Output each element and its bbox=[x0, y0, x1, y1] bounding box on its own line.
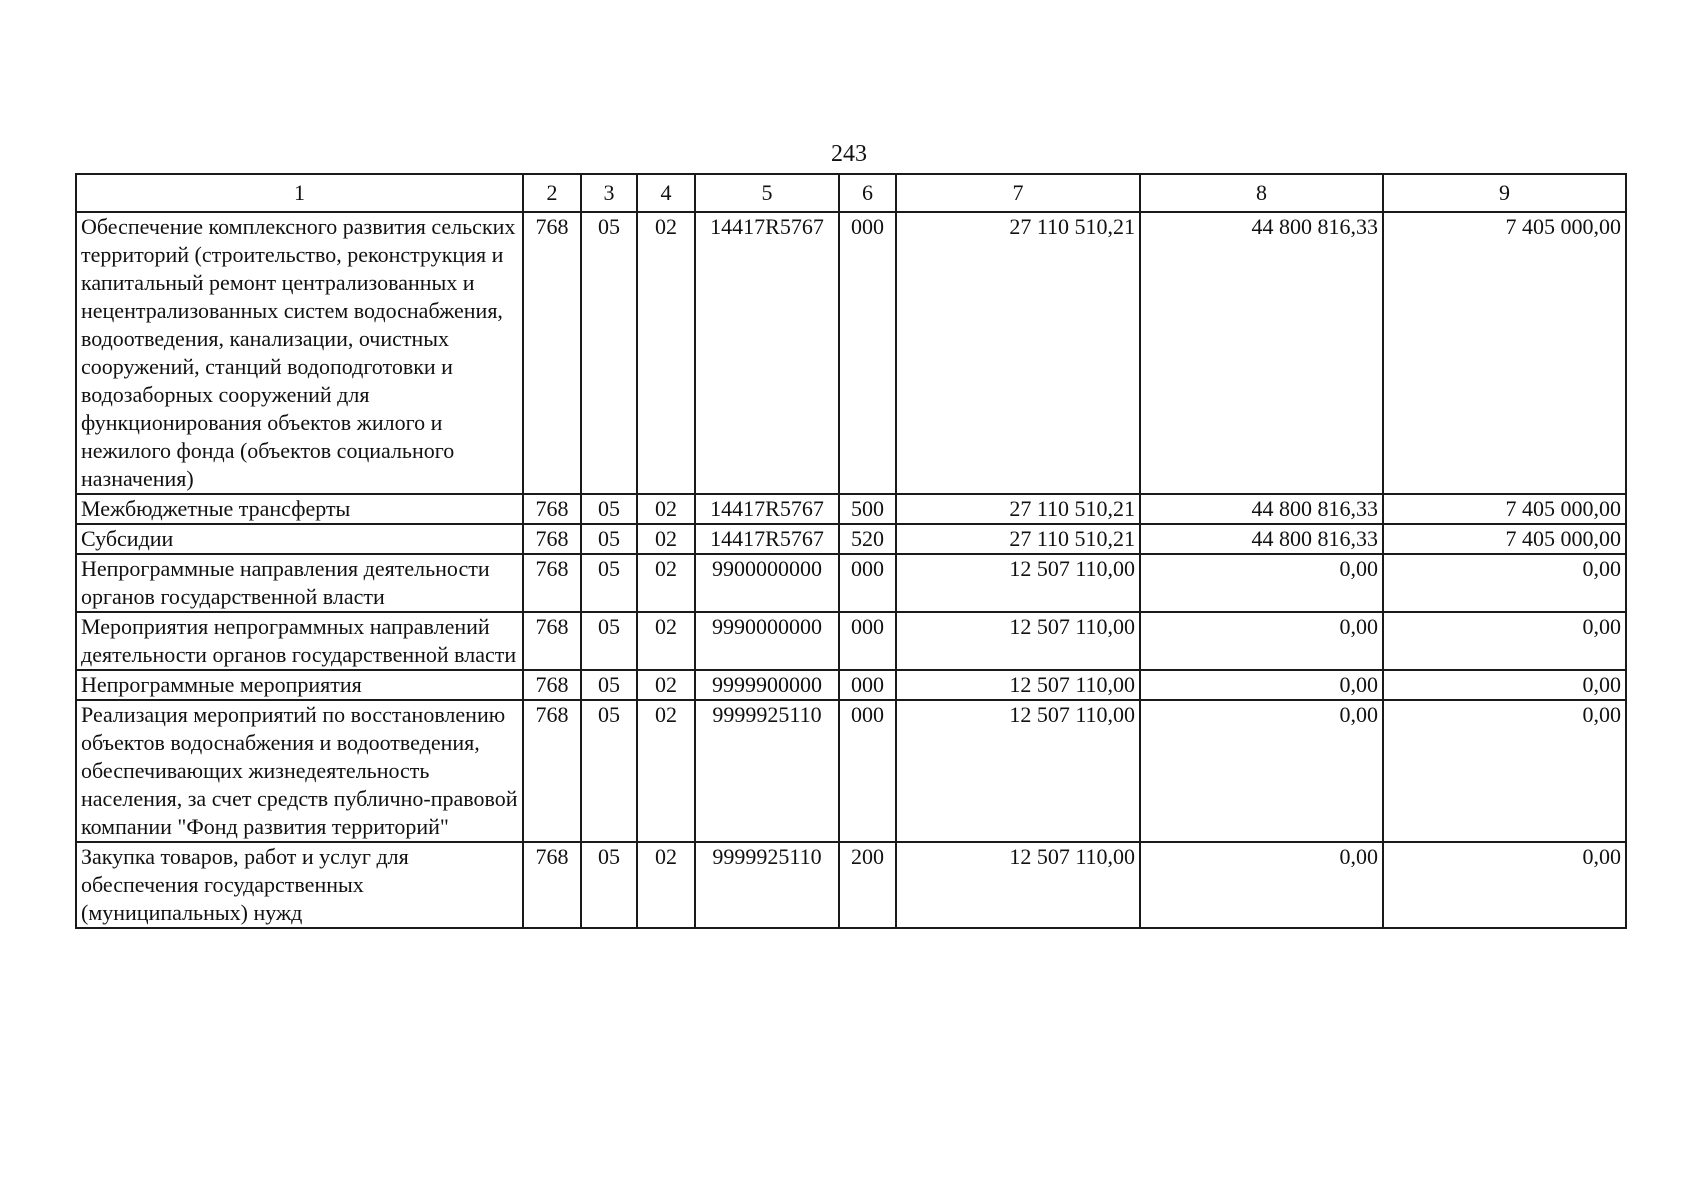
ministry-code: 768 bbox=[523, 554, 581, 612]
amount-col-8: 0,00 bbox=[1140, 612, 1383, 670]
amount-col-7: 12 507 110,00 bbox=[896, 670, 1140, 700]
amount-col-9: 0,00 bbox=[1383, 554, 1626, 612]
amount-col-7: 27 110 510,21 bbox=[896, 524, 1140, 554]
expense-type-code: 000 bbox=[839, 212, 896, 494]
item-name: Реализация мероприятий по восстановлению объектов водоснабжения и водоотведения, обеспечивающих жизнедеятельность населения, за счет средств публично-правовой компании "Фонд развития территорий" bbox=[76, 700, 523, 842]
target-article-code: 9999925110 bbox=[695, 842, 839, 928]
amount-col-7: 12 507 110,00 bbox=[896, 842, 1140, 928]
item-name: Закупка товаров, работ и услуг для обеспечения государственных (муниципальных) нужд bbox=[76, 842, 523, 928]
ministry-code: 768 bbox=[523, 494, 581, 524]
amount-col-9: 0,00 bbox=[1383, 842, 1626, 928]
amount-col-7: 27 110 510,21 bbox=[896, 494, 1140, 524]
target-article-code: 14417R5767 bbox=[695, 212, 839, 494]
expense-type-code: 000 bbox=[839, 700, 896, 842]
target-article-code: 9900000000 bbox=[695, 554, 839, 612]
section-code: 05 bbox=[581, 212, 637, 494]
item-name: Обеспечение комплексного развития сельских территорий (строительство, реконструкция и капитальный ремонт централизованных и нецентрализованных систем водоснабжения, водоотведения, канализации, очистных сооружений, станций водоподготовки и водозаборных сооружений для функционирования объектов жилого и нежилого фонда (объектов социального назначения) bbox=[76, 212, 523, 494]
ministry-code: 768 bbox=[523, 612, 581, 670]
item-name: Субсидии bbox=[76, 524, 523, 554]
column-number-row bbox=[76, 174, 1626, 212]
ministry-code: 768 bbox=[523, 700, 581, 842]
amount-col-9: 7 405 000,00 bbox=[1383, 494, 1626, 524]
amount-col-8: 44 800 816,33 bbox=[1140, 212, 1383, 494]
table-row bbox=[76, 700, 1626, 842]
item-name: Непрограммные направления деятельности органов государственной власти bbox=[76, 554, 523, 612]
subsection-code: 02 bbox=[637, 612, 695, 670]
expense-type-code: 000 bbox=[839, 612, 896, 670]
target-article-code: 9990000000 bbox=[695, 612, 839, 670]
subsection-code: 02 bbox=[637, 700, 695, 842]
amount-col-9: 0,00 bbox=[1383, 700, 1626, 842]
target-article-code: 9999900000 bbox=[695, 670, 839, 700]
amount-col-7: 12 507 110,00 bbox=[896, 700, 1140, 842]
amount-col-8: 0,00 bbox=[1140, 842, 1383, 928]
amount-col-9: 0,00 bbox=[1383, 612, 1626, 670]
subsection-code: 02 bbox=[637, 212, 695, 494]
budget-table bbox=[75, 173, 1627, 929]
amount-col-7: 27 110 510,21 bbox=[896, 212, 1140, 494]
amount-col-8: 0,00 bbox=[1140, 700, 1383, 842]
subsection-code: 02 bbox=[637, 670, 695, 700]
table-row bbox=[76, 494, 1626, 524]
item-name: Непрограммные мероприятия bbox=[76, 670, 523, 700]
section-code: 05 bbox=[581, 524, 637, 554]
subsection-code: 02 bbox=[637, 494, 695, 524]
target-article-code: 14417R5767 bbox=[695, 524, 839, 554]
item-name: Мероприятия непрограммных направлений деятельности органов государственной власти bbox=[76, 612, 523, 670]
ministry-code: 768 bbox=[523, 212, 581, 494]
amount-col-7: 12 507 110,00 bbox=[896, 612, 1140, 670]
section-code: 05 bbox=[581, 842, 637, 928]
target-article-code: 9999925110 bbox=[695, 700, 839, 842]
subsection-code: 02 bbox=[637, 524, 695, 554]
item-name: Межбюджетные трансферты bbox=[76, 494, 523, 524]
amount-col-8: 44 800 816,33 bbox=[1140, 524, 1383, 554]
column-header-1: 1 bbox=[76, 174, 523, 212]
amount-col-9: 7 405 000,00 bbox=[1383, 212, 1626, 494]
column-header-9: 9 bbox=[1383, 174, 1626, 212]
subsection-code: 02 bbox=[637, 554, 695, 612]
section-code: 05 bbox=[581, 612, 637, 670]
amount-col-9: 7 405 000,00 bbox=[1383, 524, 1626, 554]
subsection-code: 02 bbox=[637, 842, 695, 928]
expense-type-code: 000 bbox=[839, 554, 896, 612]
column-header-5: 5 bbox=[695, 174, 839, 212]
ministry-code: 768 bbox=[523, 670, 581, 700]
table-row bbox=[76, 212, 1626, 494]
expense-type-code: 000 bbox=[839, 670, 896, 700]
section-code: 05 bbox=[581, 700, 637, 842]
expense-type-code: 500 bbox=[839, 494, 896, 524]
column-header-8: 8 bbox=[1140, 174, 1383, 212]
expense-type-code: 200 bbox=[839, 842, 896, 928]
section-code: 05 bbox=[581, 554, 637, 612]
table-row bbox=[76, 842, 1626, 928]
column-header-3: 3 bbox=[581, 174, 637, 212]
column-header-6: 6 bbox=[839, 174, 896, 212]
table-row bbox=[76, 612, 1626, 670]
target-article-code: 14417R5767 bbox=[695, 494, 839, 524]
amount-col-7: 12 507 110,00 bbox=[896, 554, 1140, 612]
amount-col-8: 44 800 816,33 bbox=[1140, 494, 1383, 524]
amount-col-8: 0,00 bbox=[1140, 670, 1383, 700]
column-header-4: 4 bbox=[637, 174, 695, 212]
table-row bbox=[76, 554, 1626, 612]
column-header-2: 2 bbox=[523, 174, 581, 212]
column-header-7: 7 bbox=[896, 174, 1140, 212]
amount-col-9: 0,00 bbox=[1383, 670, 1626, 700]
table-row bbox=[76, 524, 1626, 554]
section-code: 05 bbox=[581, 494, 637, 524]
ministry-code: 768 bbox=[523, 842, 581, 928]
expense-type-code: 520 bbox=[839, 524, 896, 554]
table-row bbox=[76, 670, 1626, 700]
amount-col-8: 0,00 bbox=[1140, 554, 1383, 612]
section-code: 05 bbox=[581, 670, 637, 700]
page-number: 243 bbox=[831, 141, 867, 167]
ministry-code: 768 bbox=[523, 524, 581, 554]
